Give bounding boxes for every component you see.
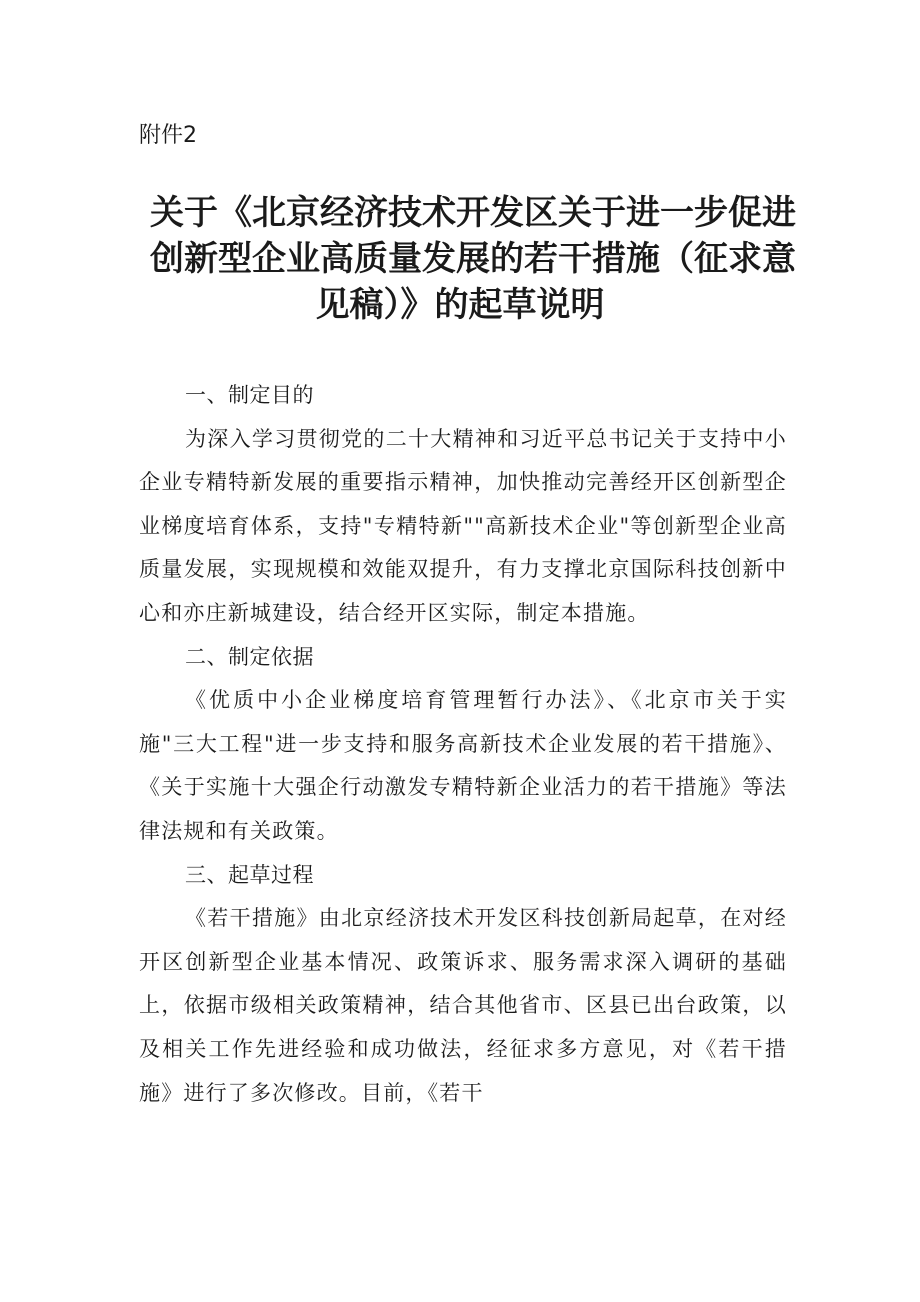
title-line: 见稿）》的起草说明 <box>315 285 605 325</box>
section-body-drafting-process: 《若干措施》由北京经济技术开发区科技创新局起草，在对经开区创新型企业基本情况、政策诉求、服务需求深入调研的基础上，依据市级相关政策精神，结合其他省市、区县已出台政策，以及相关工作先进经验和成功做法，经征求多方意见，对《若干措施》进行了多次修改。目前，《若干 <box>139 906 787 1105</box>
section-heading-purpose: 一、制定目的 <box>185 383 314 407</box>
attachment-label: 附件2 <box>139 123 197 148</box>
section-heading-basis: 二、制定依据 <box>185 644 314 669</box>
title-line: 关于《北京经济技术开发区关于进一步促进 <box>150 193 796 233</box>
section-body-purpose: 为深入学习贯彻党的二十大精神和习近平总书记关于支持中小企业专精特新发展的重要指示精神，加快推动完善经开区创新型企业梯度培育体系，支持"专精特新""高新技术企业"等创新型企业高质量发展，实现规模和效能双提升，有力支撑北京国际科技创新中心和亦庄新城建设，结合经开区实际，制定本措施。 <box>139 426 787 625</box>
section-body-basis: 《优质中小企业梯度培育管理暂行办法》、《北京市关于实施"三大工程"进一步支持和服务高新技术企业发展的若干措施》、《关于实施十大强企行动激发专精特新企业活力的若干措施》等法律法规和有关政策。 <box>139 688 787 843</box>
title-line: 创新型企业高质量发展的若干措施（征求意 <box>150 239 796 279</box>
section-heading-drafting-process: 三、起草过程 <box>185 862 314 887</box>
document-body <box>139 374 787 1115</box>
document-title <box>150 190 796 328</box>
